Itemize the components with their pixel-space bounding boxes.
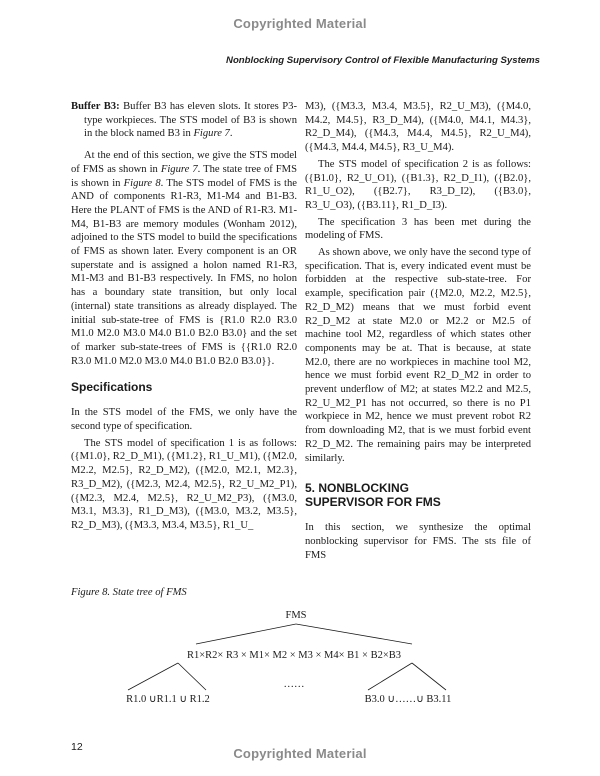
section-heading-specifications: Specifications: [71, 380, 153, 395]
copyright-watermark-bottom: Copyrighted Material: [233, 746, 367, 761]
spec3-paragraph: The specification 3 has been met during the modeling of FMS.: [305, 216, 531, 242]
copyright-watermark-top: Copyrighted Material: [233, 16, 367, 31]
spec1-continued-paragraph: M3), ({M3.3, M3.4, M3.5}, R2_U_M3), ({M4.0, M4.2, M4.5}, R3_D_M4), ({M4.0, M4.1, M4.3}, R2_D_M4), ({M4.3, M4.4, M4.5}, R2_U_M4), ({M4.3, M4.4, M4.5}, R3_U_M4).: [305, 101, 531, 154]
state-tree-diagram: [0, 600, 600, 720]
tree-edge: [128, 663, 178, 690]
fms-text-a: At the end of this section, we give the STS model of FMS as shown in: [71, 150, 297, 175]
heading-line-2: SUPERVISOR FOR FMS: [305, 495, 441, 510]
spec-explanation-paragraph: As shown above, we only have the second type of specification. That is, every indicated event must be forbidden at the respective sub-state-tree. For example, specification pair ({M2.0, M2.2, M2.5}, R2_D_M2) means that we must forbid event R2_D_M2 at state M2.0 or M2.2 or M2.5 of machine tool M2, regardless of which states other components may be at. That is because, at state M2.0, there are no workpieces in machine tool M2, hence we must forbid event R2_D_M2 in order to prevent underflow of M2; at states M2.2 and M2.5, R2_U_M2_P1 has not occurred, so there is no P1 workpiece in M2, hence we must prevent robot R2 from downloading M2, that is we must forbid event R2_D_M2. The remaining pairs may be interpreted similarly.: [305, 247, 531, 464]
tree-edge: [412, 663, 446, 690]
figure-caption: Figure 8. State tree of FMS: [71, 587, 187, 598]
tree-leaf-b3: B3.0 ∪……∪ B3.11: [364, 694, 452, 705]
tree-edge: [196, 624, 296, 644]
left-column: [71, 100, 297, 536]
tree-and-row: R1×R2× R3 × M1× M2 × M3 × M4× B1 × B2×B3: [186, 650, 402, 661]
tree-ellipsis: ……: [283, 679, 305, 690]
fms-text-c: . The STS model of FMS is the AND of components R1-R3, M1-M4 and B1-B3. Here the PLANT of FMS is the AND of R1-R3. M1-M4, B1-B3 are memory modules (Wonham 2012), adjoined to the STS model to build the specifications of FMS as shown later. Every component is an OR superstate and is assigned a holon named R1-R3, M1-M3 and B1-B3 respectively. In FMS, no holon has a boundary state transition, but only local (internal) state transitions as already displayed. The initial sub-state-tree of FMS is {R1.0 R2.0 R3.0 M1.0 M2.0 M3.0 M4.0 B1.0 B2.0 B3.0} and the set of marker sub-state-trees of FMS is {{R1.0 R2.0 R3.0 M1.0 M2.0 M3.0 M4.0 B1.0 B2.0 B3.0}}.: [71, 177, 297, 367]
figure-ref: Figure 8: [123, 177, 161, 189]
buffer-b3-text: Buffer B3 has eleven slots. It stores P3-type workpieces. The STS model of B3 is shown in the block named B3 in: [84, 101, 297, 140]
running-head: Nonblocking Supervisory Control of Flexible Manufacturing Systems: [226, 55, 540, 66]
fms-model-paragraph: [71, 149, 297, 368]
section-heading-nonblocking: [305, 481, 531, 509]
figure-ref: Figure 7: [160, 163, 198, 175]
buffer-b3-paragraph: Buffer B3: Buffer B3 has eleven slots. It stores P3-type workpieces. The STS model of B3 is shown in the block named B3 in Figure 7.: [71, 101, 297, 140]
heading-line-1: 5. NONBLOCKING: [305, 481, 410, 496]
spec2-paragraph: The STS model of specification 2 is as follows: ({B1.0}, R2_U_O1), ({B1.3}, R2_D_I1), ({B2.0}, R1_U_O2), ({B2.7}, R3_D_I2), ({B3.0}, R3_U_O3), ({B3.11}, R1_D_I3).: [305, 158, 531, 211]
tree-edge: [368, 663, 412, 690]
spec-intro-paragraph: In the STS model of the FMS, we only have the second type of specification.: [71, 407, 297, 433]
tree-edge: [296, 624, 412, 644]
spec1-paragraph: The STS model of specification 1 is as follows: ({M1.0}, R2_D_M1), ({M1.2}, R1_U_M1), ({M2.0, M2.2, M2.5}, R2_D_M2), ({M2.0, M2.1, M2.3}, R3_D_M2), ({M2.3, M2.4, M2.5}, R2_U_M2_P1), ({M2.3, M2.4, M2.5}, R2_U_M2_P3), ({M3.0, M3.1, M3.3}, R1_D_M3), ({M3.0, M3.2, M3.5}, R2_D_M3), ({M3.3, M3.4, M3.5}, R1_U_: [71, 437, 297, 531]
buffer-b3-lead: Buffer B3:: [71, 101, 120, 112]
tree-root-label: FMS: [285, 610, 307, 621]
tree-leaf-r1: R1.0 ∪R1.1 ∪ R1.2: [126, 694, 210, 705]
fms-text-b: . The state tree of FMS is shown in: [71, 163, 297, 189]
tree-edge: [178, 663, 206, 690]
right-column: [305, 100, 531, 565]
nonblocking-intro-paragraph: In this section, we synthesize the optimal nonblocking supervisor for FMS. The sts file of FMS: [305, 522, 531, 561]
page-number: 12: [71, 741, 83, 753]
figure-ref: Figure 7: [193, 128, 230, 140]
